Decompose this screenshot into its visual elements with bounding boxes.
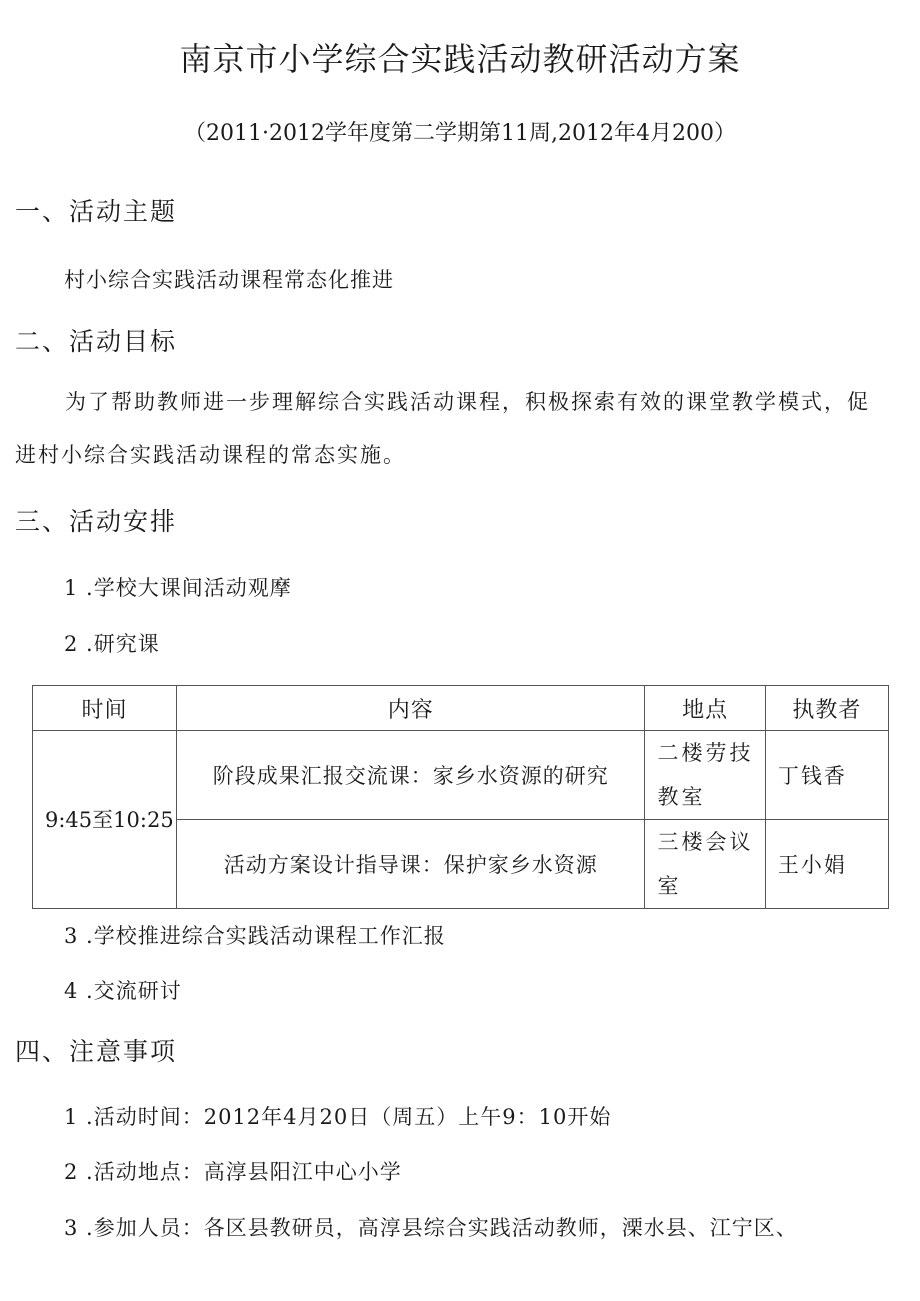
notes-item: 3 .参加人员：各区县教研员，高淳县综合实践活动教师，溧水县、江宁区、: [64, 1216, 798, 1240]
section-heading-arrangement: 三、活动安排: [15, 507, 178, 536]
document-subtitle: （2011·2012学年度第二学期第11周,2012年4月200）: [184, 121, 736, 146]
goals-paragraph: 为了帮助教师进一步理解综合实践活动课程，积极探索有效的课堂教学模式，促进村小综合实践活动课程的常态实施。: [15, 390, 870, 467]
arrangement-item: 3 .学校推进综合实践活动课程工作汇报: [64, 924, 446, 948]
notes-item: 2 .活动地点：高淳县阳江中心小学: [64, 1160, 402, 1184]
section-heading-theme: 一、活动主题: [15, 197, 178, 226]
table-row: [33, 731, 889, 820]
header-place: 地点: [645, 686, 765, 731]
header-teacher: 执教者: [765, 686, 888, 731]
cell-content: 活动方案设计指导课：保护家乡水资源: [177, 820, 645, 909]
arrangement-item: 4 .交流研讨: [64, 979, 182, 1003]
table-header-row: [33, 686, 889, 731]
document-title: 南京市小学综合实践活动教研活动方案: [179, 40, 741, 78]
header-content: 内容: [177, 686, 645, 731]
cell-place: 二楼劳技教室: [645, 731, 765, 820]
cell-teacher: 王小娟: [765, 820, 888, 909]
notes-item: 1 .活动时间：2012年4月20日（周五）上午9：10开始: [64, 1105, 612, 1129]
theme-text: 村小综合实践活动课程常态化推进: [64, 268, 394, 292]
cell-time: 9:45至10:25: [33, 731, 177, 909]
header-time: 时间: [33, 686, 177, 731]
schedule-table: [32, 685, 889, 909]
cell-content: 阶段成果汇报交流课：家乡水资源的研究: [177, 731, 645, 820]
cell-place: 三楼会议室: [645, 820, 765, 909]
arrangement-item: 2 .研究课: [64, 632, 160, 656]
cell-teacher: 丁钱香: [765, 731, 888, 820]
arrangement-item: 1 .学校大课间活动观摩: [64, 576, 292, 600]
section-heading-notes: 四、注意事项: [15, 1037, 178, 1066]
section-heading-goals: 二、活动目标: [15, 327, 178, 356]
